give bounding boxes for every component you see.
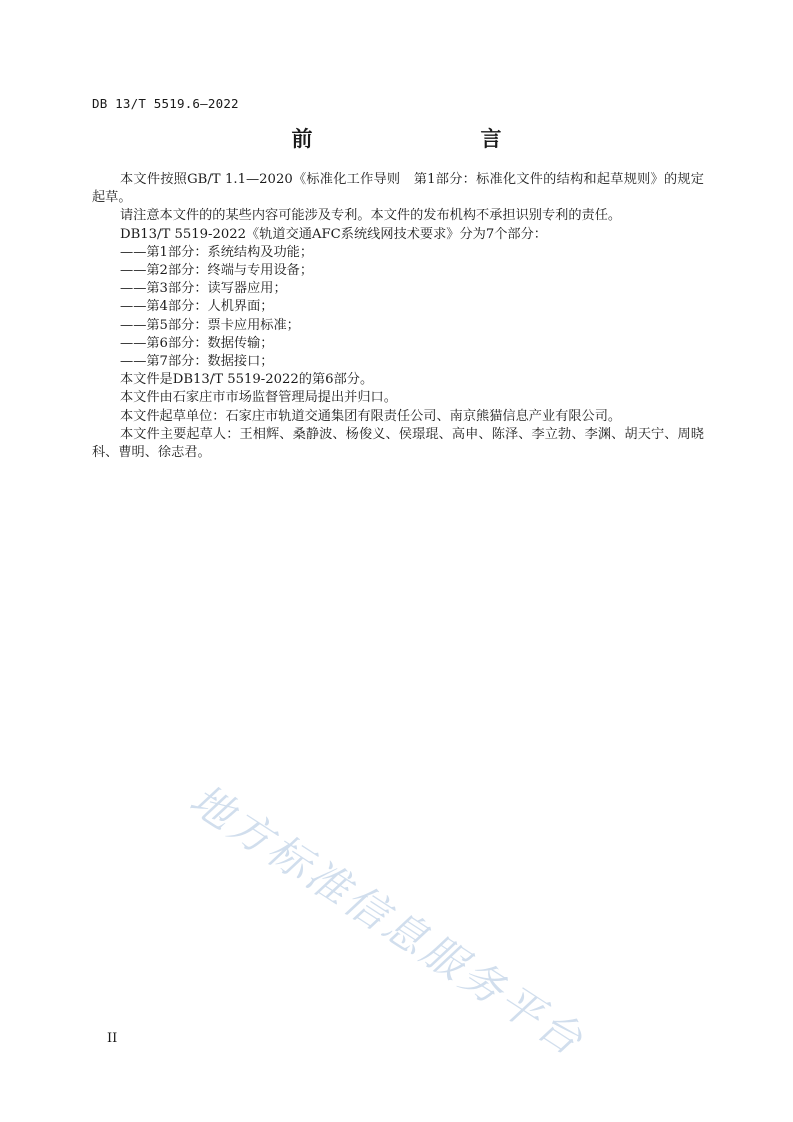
paragraph: 本文件起草单位：石家庄市轨道交通集团有限责任公司、南京熊猫信息产业有限公司。 [120, 408, 622, 424]
paragraph: 本文件主要起草人：王相辉、桑静波、杨俊义、侯璟琨、高申、陈泽、李立勃、李渊、胡天宁、周晓科、曹明、徐志君。 [92, 426, 704, 461]
page-title: 前 言 [291, 127, 544, 151]
page-number: II [107, 1031, 118, 1046]
paragraph: 请注意本文件的的某些内容可能涉及专利。本文件的发布机构不承担识别专利的责任。 [120, 208, 622, 224]
list-item: ——第1部分：系统结构及功能； [120, 244, 314, 260]
paragraph: 本文件按照GB/T 1.1—2020《标准化工作导则 第1部分：标准化文件的结构和起草规则》的规定起草。 [92, 172, 704, 206]
paragraph: DB13/T 5519-2022《轨道交通AFC系统线网技术要求》分为7个部分： [120, 226, 547, 242]
list-item: ——第5部分：票卡应用标准； [120, 317, 300, 333]
list-item: ——第6部分：数据传输； [120, 335, 274, 351]
document-code: DB 13/T 5519.6—2022 [92, 96, 239, 111]
paragraph: 本文件是DB13/T 5519-2022的第6部分。 [120, 372, 374, 388]
list-item: ——第3部分：读写器应用； [120, 281, 287, 297]
list-item: ——第7部分：数据接口； [120, 354, 274, 370]
document-body [92, 171, 704, 462]
list-item: ——第4部分：人机界面； [120, 299, 274, 315]
list-item: ——第2部分：终端与专用设备； [120, 263, 314, 279]
paragraph: 本文件由石家庄市市场监督管理局提出并归口。 [120, 390, 397, 406]
watermark: 地方标准信息服务平台 [181, 774, 594, 1067]
